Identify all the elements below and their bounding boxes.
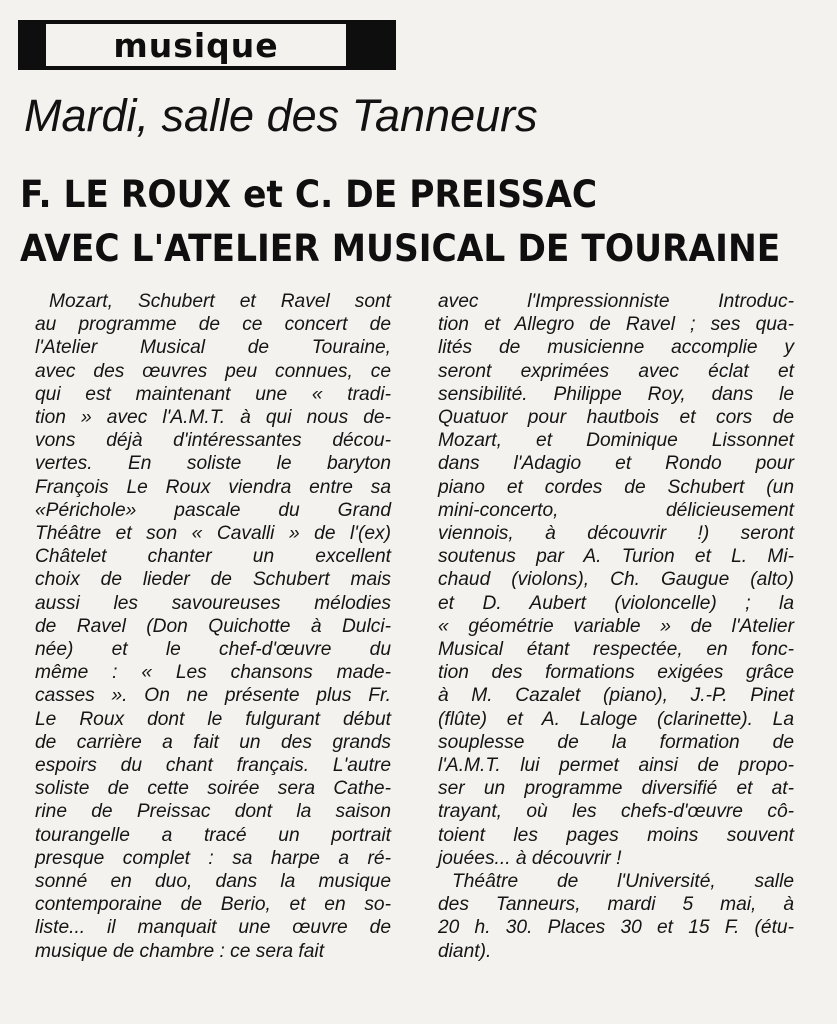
article-text-line: à M. Cazalet (piano), J.-P. Pinet [438,685,794,707]
article-text-line: tourangelle a tracé un portrait [35,824,391,846]
article-text-line: Mozart, et Dominique Lissonnet [438,430,794,452]
article-text-line: « géométrie variable » de l'Atelier [438,615,794,637]
article-text-line: trayant, où les chefs-d'œuvre cô- [438,801,794,823]
article-text-line: et D. Aubert (violoncelle) ; la [438,592,794,614]
article-text-line: soutenus par A. Turion et L. Mi- [438,546,794,568]
article-text-line: presque complet : sa harpe a ré- [35,847,391,869]
article-text-line: diant). [438,940,492,962]
article-text-line: Châtelet chanter un excellent [35,546,391,568]
article-text-line: «Périchole» pascale du Grand [35,499,391,521]
article-text-line: avec des œuvres peu connues, ce [35,360,391,382]
article-text-line: mini-concerto, délicieusement [438,499,794,521]
article-text-line: tion des formations exigées grâce [438,662,794,684]
article-text-line: souplesse de la formation de [438,731,794,753]
article-text-line: liste... il manquait une œuvre de [35,917,391,939]
article-text-line: Le Roux dont le fulgurant début [35,708,391,730]
article-text-line: François Le Roux viendra entre sa [35,476,391,498]
article-text-line: (flûte) et A. Laloge (clarinette). La [438,708,794,730]
article-text-line: au programme de ce concert de [35,314,391,336]
article-text-line: choix de lieder de Schubert mais [35,569,391,591]
article-text-line: des Tanneurs, mardi 5 mai, à [438,894,794,916]
article-text-line: Théâtre de l'Université, salle [452,871,794,893]
article-text-line: l'Atelier Musical de Touraine, [35,337,391,359]
rubric-label-box [40,24,352,66]
article-kicker: Mardi, salle des Tanneurs [24,90,538,141]
article-text-line: aussi les savoureuses mélodies [35,592,391,614]
article-column-left [35,290,391,963]
article-text-line: toient les pages moins souvent [438,824,794,846]
article-text-line: piano et cordes de Schubert (un [438,476,794,498]
article-text-line: tion et Allegro de Ravel ; ses qua- [438,314,794,336]
article-text-line: vons déjà d'intéressantes décou- [35,430,391,452]
article-text-line: viennois, à découvrir !) seront [438,523,794,545]
article-text-line: 20 h. 30. Places 30 et 15 F. (étu- [438,917,794,939]
article-text-line: née) et le chef-d'œuvre du [35,639,391,661]
article-text-line: Mozart, Schubert et Ravel sont [49,291,391,312]
article-text-line: de Ravel (Don Quichotte à Dulci- [35,615,391,637]
article-text-line: vertes. En soliste le baryton [35,453,391,475]
article-text-line: avec l'Impressionniste Introduc- [438,291,794,312]
article-headline [20,168,781,276]
article-text-line: ser un programme diversifié et at- [438,778,794,800]
headline-line: F. LE ROUX et C. DE PREISSAC [20,173,598,216]
article-text-line: de carrière a fait un des grands [35,731,391,753]
article-text-line: jouées... à découvrir ! [438,847,622,869]
article-text-line: sonné en duo, dans la musique [35,871,391,893]
article-text-line: rine de Preissac dont la saison [35,801,391,823]
article-text-line: chaud (violons), Ch. Gaugue (alto) [438,569,794,591]
article-text-line: Musical étant respectée, en fonc- [438,639,794,661]
article-text-line: sensibilité. Philippe Roy, dans le [438,383,794,405]
article-text-line: Théâtre et son « Cavalli » de l'(ex) [35,523,391,545]
article-text-line: contemporaine de Berio, et en so- [35,894,391,916]
article-text-line: casses ». On ne présente plus Fr. [35,685,391,707]
article-text-line: lités de musicienne accomplie y [438,337,794,359]
article-column-right [438,290,794,963]
article-text-line: l'A.M.T. lui permet ainsi de propo- [438,755,794,777]
article-text-line: tion » avec l'A.M.T. à qui nous de- [35,407,391,429]
article-text-line: qui est maintenant une « tradi- [35,383,391,405]
article-text-line: soliste de cette soirée sera Cathe- [35,778,391,800]
article-text-line: même : « Les chansons made- [35,662,391,684]
article-text-line: Quatuor pour hautbois et cors de [438,407,794,429]
rubric-label: musique [113,25,279,65]
article-text-line: musique de chambre : ce sera fait [35,940,325,962]
article-text-line: dans l'Adagio et Rondo pour [438,453,794,475]
article-text-line: espoirs du chant français. L'autre [35,755,391,777]
article-text-line: seront exprimées avec éclat et [438,360,794,382]
headline-line: AVEC L'ATELIER MUSICAL DE TOURAINE [20,227,781,270]
section-rubric-banner [18,20,396,70]
